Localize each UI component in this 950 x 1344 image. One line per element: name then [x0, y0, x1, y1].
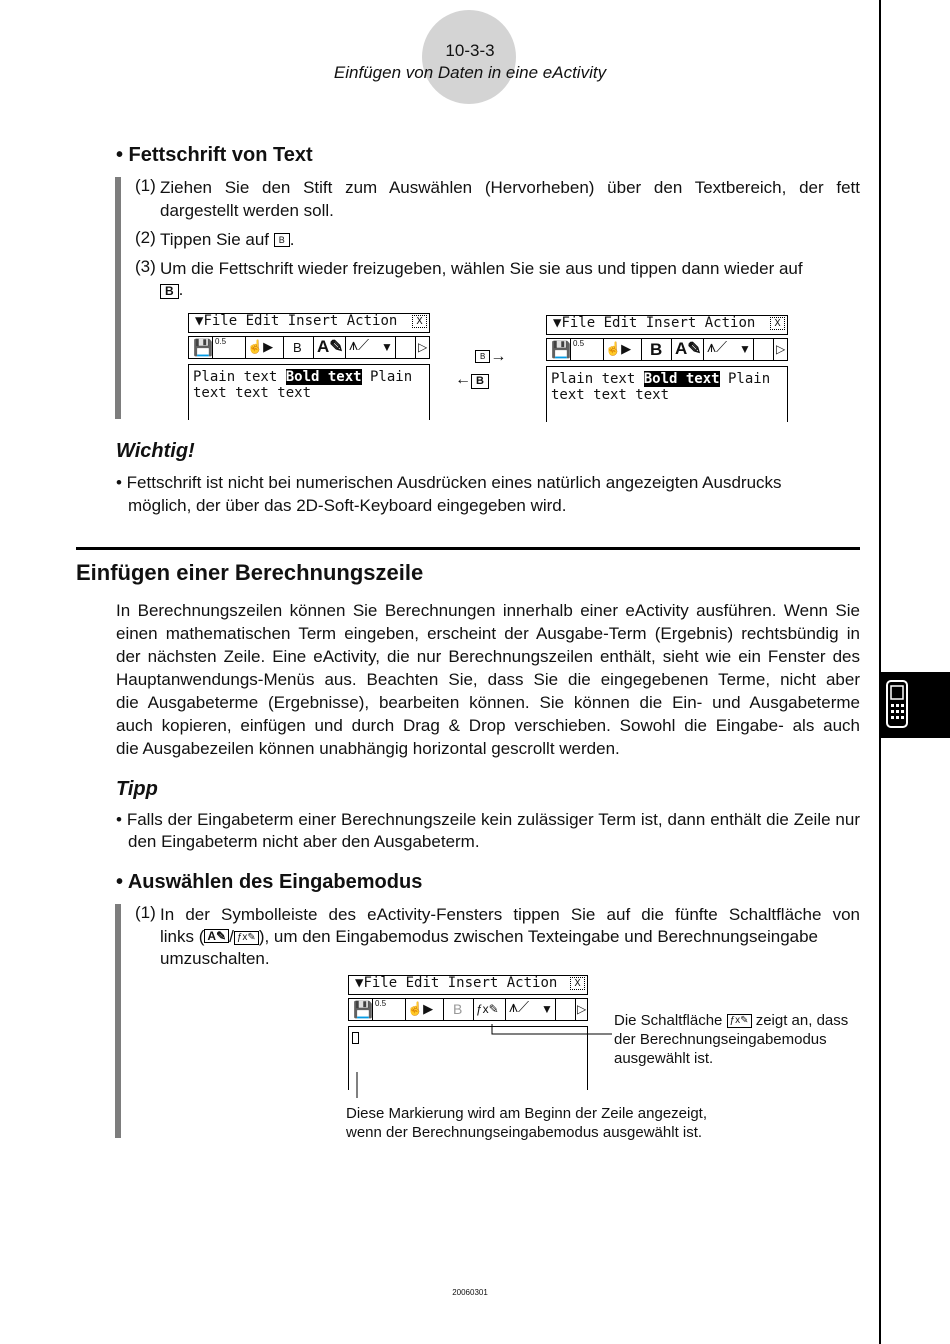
save-icon: 💾 — [193, 340, 213, 357]
paragraph-line: einen mathematischen Term eingeben, erscheint der Ausgabe-Term (Ergebnis) rechtsbündig in — [116, 624, 860, 643]
callout-text: Diese Markierung wird am Beginn der Zeile angezeigt, — [346, 1105, 708, 1122]
graph-icon: ⩚⟋ — [349, 337, 370, 354]
screenshot-after — [546, 315, 790, 422]
important-line2: möglich, der über das 2D-Soft-Keyboard eingegeben wird. — [128, 496, 567, 515]
step-number: (1) — [135, 903, 156, 922]
bold-key-icon: B — [160, 284, 179, 299]
step-number: (1) — [135, 176, 156, 195]
decimal-toggle-icon: 0.5 — [375, 999, 387, 1008]
toolbar — [546, 338, 788, 361]
callout-text: Die Schaltfläche — [614, 1012, 723, 1029]
scroll-right-icon: ▷ — [418, 340, 428, 354]
graph-icon: ⩚⟋ — [509, 999, 530, 1016]
mode-line1: In der Symbolleiste des eActivity-Fensters tippen Sie auf die fünfte Schaltfläche von — [160, 905, 860, 924]
arrow-forward — [475, 348, 506, 366]
toolbar — [188, 336, 430, 359]
paragraph-line: die Ausgabezeilen können unabhängig horizontal gescrollt werden. — [116, 739, 620, 758]
hand-play-icon: ☝▶ — [605, 341, 632, 356]
dropdown-icon: ▼ — [541, 1002, 553, 1016]
bold-button-disabled-icon: B — [453, 1001, 463, 1017]
decimal-toggle-icon: 0.5 — [573, 339, 585, 348]
menu-icon: ▼ — [355, 975, 364, 991]
step-3-text: Um die Fettschrift wieder freizugeben, wählen Sie sie aus und tippen dann wieder auf — [160, 259, 803, 278]
bold-key-icon: B — [471, 374, 489, 389]
step-2 — [160, 228, 294, 251]
paragraph-line: der nächsten Zeile. Eine eActivity, die nur Berechnungszeilen enthält, sieht wie ein Fenster des — [116, 647, 860, 666]
callout-right — [614, 1011, 848, 1068]
step-2-end: . — [289, 230, 295, 249]
menu-bar — [348, 975, 588, 995]
callout-text: zeigt an, dass — [755, 1012, 849, 1029]
step-2-text: Tippen Sie auf — [160, 230, 269, 249]
calc-mode-icon: ƒx✎ — [234, 931, 259, 945]
text-mode-icon: A✎ — [317, 337, 344, 356]
menu-bar — [546, 315, 788, 335]
section-title: Einfügen einer Berechnungszeile — [76, 560, 424, 585]
step-3-period: . — [178, 280, 184, 299]
menu-text: File Edit Insert Action — [363, 975, 558, 991]
section-bar — [115, 904, 121, 1138]
hand-play-icon: ☝▶ — [407, 1001, 434, 1016]
section-mode-title: • Auswählen des Eingabemodus — [116, 871, 423, 893]
menu-bar — [188, 313, 430, 333]
calculator-icon — [886, 680, 908, 728]
step-3-end — [160, 278, 183, 301]
plain-text: text text text — [193, 385, 312, 401]
bold-button-icon: B — [650, 340, 663, 359]
bold-text: Bold text — [643, 371, 720, 387]
plain-text: Plain text — [193, 369, 286, 385]
graph-icon: ⩚⟋ — [707, 339, 728, 356]
dropdown-icon: ▼ — [739, 342, 751, 356]
paragraph-line: auch kopieren, einfügen und durch Drag & Drop verschieben. Sowohl die Eingabe- als auch — [116, 716, 860, 735]
text-area — [546, 366, 788, 422]
bold-button-icon: B — [293, 340, 302, 355]
callout-text: wenn der Berechnungseingabemodus ausgewählt ist. — [346, 1124, 703, 1141]
menu-icon: ▼ — [553, 315, 562, 331]
save-icon: 💾 — [551, 342, 571, 359]
paragraph-line: Hauptanwendungs-Menüs aus. Beachten Sie, dass Sie die eingegebenen Terme, nicht aber — [116, 670, 860, 689]
hand-play-icon: ☝▶ — [247, 339, 274, 354]
important-title: Wichtig! — [116, 440, 195, 462]
page-number: 10-3-3 — [445, 41, 495, 60]
dropdown-icon: ▼ — [381, 340, 393, 354]
plain-text: Plain text — [551, 371, 644, 387]
section-rule — [76, 547, 860, 550]
save-icon: 💾 — [353, 1002, 373, 1019]
separator: / — [229, 927, 234, 946]
tip-line2: den Eingabeterm nicht aber den Ausgabeterm. — [128, 832, 480, 851]
close-icon: X — [412, 315, 427, 328]
page-header-title: Einfügen von Daten in eine eActivity — [333, 63, 607, 82]
section-bar — [115, 177, 121, 419]
callout-text: der Berechnungseingabemodus — [614, 1031, 827, 1048]
callout-bottom — [346, 1104, 707, 1142]
important-line1: • Fettschrift ist nicht bei numerischen Ausdrücken eines natürlich angezeigten Ausdrucks — [116, 473, 782, 492]
mode-line2-post: ), um den Eingabemodus zwischen Texteingabe und Berechnungseingabe — [258, 927, 819, 946]
plain-text: Plain — [719, 371, 771, 387]
step-number: (2) — [135, 228, 156, 247]
mode-line2-pre: links ( — [160, 927, 205, 946]
calc-mode-icon: ƒx✎ — [727, 1014, 752, 1028]
chapter-tab — [881, 672, 950, 738]
close-icon: X — [570, 977, 585, 990]
text-area — [188, 364, 430, 420]
decimal-toggle-icon: 0.5 — [215, 337, 227, 346]
arrow-backward — [455, 371, 489, 389]
bold-key-icon: B — [475, 350, 490, 363]
paragraph-line: die Ausgabeterme (Ergebnisse), bearbeiten können. Sie können die Ein- und Ausgabeterme — [116, 693, 860, 712]
scroll-right-icon: ▷ — [776, 342, 786, 356]
section-paragraph — [116, 599, 860, 760]
paragraph-line: In Berechnungszeilen können Sie Berechnungen innerhalb einer eActivity ausführen. Wenn Sie — [116, 601, 860, 620]
scroll-right-icon: ▷ — [577, 1002, 587, 1016]
selected-text: Bold text — [285, 369, 362, 385]
menu-text: File Edit Insert Action — [561, 315, 756, 331]
close-icon: X — [770, 317, 785, 330]
footer-code: 20060301 — [452, 1288, 488, 1297]
arrow-right-icon: → — [490, 348, 507, 365]
text-mode-icon: A✎ — [204, 929, 229, 943]
bold-key-icon: B — [274, 233, 290, 247]
text-mode-icon: A✎ — [675, 339, 702, 358]
menu-icon: ▼ — [195, 313, 204, 329]
callout-lines — [340, 1010, 620, 1110]
step-1-line2: dargestellt werden soll. — [160, 201, 334, 220]
callout-text: ausgewählt ist. — [614, 1050, 714, 1067]
tip-line1: • Falls der Eingabeterm einer Berechnungszeile kein zulässiger Term ist, dann enthält die Zeile nur — [116, 810, 860, 829]
plain-text: Plain — [361, 369, 413, 385]
screenshot-before — [188, 313, 432, 420]
menu-text: File Edit Insert Action — [203, 313, 398, 329]
mode-line3: umzuschalten. — [160, 949, 270, 968]
section-bold-title: • Fettschrift von Text — [116, 144, 313, 166]
calc-mode-icon: ƒx✎ — [476, 1002, 499, 1016]
step-1-line1: Ziehen Sie den Stift zum Auswählen (Hervorheben) über den Textbereich, der fett — [160, 178, 860, 197]
mode-line2 — [160, 925, 860, 948]
tip-title: Tipp — [116, 778, 158, 800]
plain-text: text text text — [551, 387, 670, 403]
arrow-left-icon: ← — [455, 371, 471, 388]
step-number: (3) — [135, 257, 156, 276]
